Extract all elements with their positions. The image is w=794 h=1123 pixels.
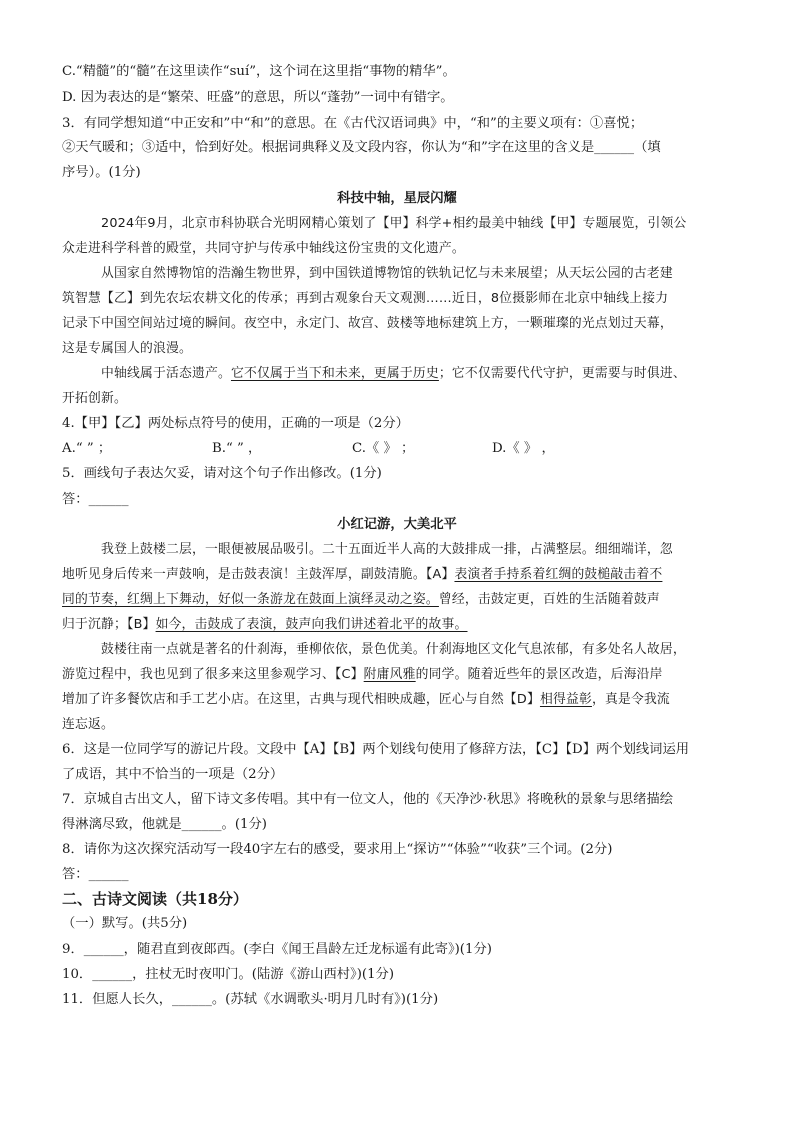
underlined-sentence: 它不仅属于当下和未来，更属于历史 [230, 366, 439, 381]
q4-option-b: B.“ ” ， [212, 441, 262, 456]
q4-option-a: A.“ ” ； [62, 441, 112, 456]
q5-answer: 答：______ [62, 492, 129, 507]
q3-line-2: ②天气暖和；③适中，恰到好处。根据词典释义及文段内容，你认为“和”字在这里的含义是______（填 [62, 140, 661, 155]
q5-stem: 5．画线句子表达欠妥，请对这个句子作出修改。(1分) [62, 466, 382, 481]
passage2-p2-line-2 [62, 666, 732, 684]
passage2-p2-line-3 [62, 691, 732, 709]
passage1-p3-text-a: 中轴线属于活态遗产。 [101, 366, 231, 381]
q6-line-1: 6．这是一位同学写的游记片段。文段中【A】【B】两个划线句使用了修辞方法，【C】【D】两个划线词运用 [62, 742, 690, 757]
passage2-p2-l2-text-a: 游览过程中，我也见到了很多来这里参观学习、【C】 [62, 667, 364, 682]
passage2-p1-l4-text: 归于沉静；【B】 [62, 617, 156, 632]
passage1-p1-line-2: 众走进科学科普的殿堂，共同守护与传承中轴线这份宝贵的文化遗产。 [62, 241, 465, 256]
passage2-p2-line-4: 连忘返。 [62, 717, 114, 732]
q8-answer: 答：______ [62, 867, 129, 882]
q8-stem: 8．请你为这次探究活动写一段40字左右的感受，要求用上“探访”“体验”“收获”三个词。(2分) [62, 842, 613, 857]
q7-line-1: 7．京城自古出文人，留下诗文多传唱。其中有一位文人，他的《天净沙·秋思》将晚秋的景象与思绪描绘 [62, 792, 674, 807]
q4-option-d: D.《 》 ， [492, 441, 555, 456]
passage1-p2-line-3: 记录下中国空间站过境的瞬间。夜空中，永定门、故宫、鼓楼等地标建筑上方，一颗璀璨的光点划过天幕， [62, 316, 673, 331]
passage2-p1-line-1: 我登上鼓楼二层，一眼便被展品吸引。二十五面近半人高的大鼓排成一排，占满整层。细细端详，忽 [101, 542, 673, 557]
passage1-p2-line-2: 筑智慧【乙】到先农坛农耕文化的传承；再到古观象台天文观测……近日，8位摄影师在北京中轴线上接力 [62, 291, 669, 306]
passage2-p2-l3-text-b: ，真是令我流 [591, 692, 670, 707]
q4-stem: 4.【甲】【乙】两处标点符号的使用，正确的一项是（2分） [62, 416, 409, 431]
q4-option-c: C.《 》 ； [352, 441, 415, 456]
section2-heading: 二、古诗文阅读（共18分） [62, 890, 248, 908]
passage1-p3-line-2: 开拓创新。 [62, 391, 127, 406]
passage2-title: 小红记游，大美北平 [337, 517, 457, 532]
q10: 10．______，拄杖无时夜叩门。(陆游《游山西村》)(1分) [62, 967, 395, 982]
passage1-p2-line-1: 从国家自然博物馆的浩瀚生物世界，到中国铁道博物馆的铁轨记忆与未来展望；从天坛公园的古老建 [101, 266, 673, 281]
q7-line-2: 得淋漓尽致，他就是______。(1分) [62, 817, 267, 832]
passage2-p1-line-3 [62, 591, 732, 609]
passage2-p2-l3-text-a: 增加了许多餐饮店和手工艺小店。在这里，古典与现代相映成趣，匠心与自然【D】 [62, 692, 540, 707]
passage1-p2-line-4: 这是专属国人的浪漫。 [62, 341, 192, 356]
q3-line-3: 序号）。(1分) [62, 165, 141, 180]
q9: 9．______，随君直到夜郎西。(李白《闻王昌龄左迁龙标遥有此寄》)(1分) [62, 942, 492, 957]
passage2-p1-line-2 [62, 566, 732, 584]
underlined-word-d: 相得益彰 [539, 692, 592, 707]
q2-option-c: C.“精髓”的“髓”在这里读作“suí”，这个词在这里指“事物的精华”。 [62, 64, 456, 79]
underlined-sentence-a: 表演者手持系着红绸的鼓槌敲击着不 [454, 567, 663, 582]
passage2-p1-line-4 [62, 616, 732, 634]
passage2-p1-l3-text: 曾经，击鼓定更，百姓的生活随着鼓声 [438, 592, 660, 607]
passage2-p2-line-1: 鼓楼往南一点就是著名的什刹海，垂柳依依，景色优美。什刹海地区文化气息浓郁，有多处名人故居， [101, 642, 686, 657]
section2-subheading: （一）默写。(共5分) [62, 916, 188, 931]
underlined-word-c: 附庸风雅 [363, 667, 416, 682]
q6-line-2: 了成语，其中不恰当的一项是（2分） [62, 767, 284, 782]
underlined-sentence-a-cont: 同的节奏，红绸上下舞动，好似一条游龙在鼓面上演绎灵动之姿。 [62, 592, 439, 607]
q3-line-1: 3．有同学想知道“中正安和”中“和”的意思。在《古代汉语词典》中，“和”的主要义项有：①喜悦； [62, 116, 644, 131]
underlined-sentence-b: 如今，击鼓成了表演，鼓声向我们讲述着北平的故事。 [155, 617, 468, 632]
passage1-title: 科技中轴，星辰闪耀 [337, 191, 457, 206]
q11: 11．但愿人长久，______。(苏轼《水调歌头·明月几时有》)(1分) [62, 992, 439, 1007]
passage1-p3-text-b: ；它不仅需要代代守护，更需要与时俱进、 [438, 366, 686, 381]
passage2-p2-l2-text-b: 的同学。随着近些年的景区改造，后海沿岸 [415, 667, 663, 682]
passage1-p1-line-1: 2024年9月，北京市科协联合光明网精心策划了【甲】科学+相约最美中轴线【甲】专题展览，引领公 [101, 216, 687, 231]
q2-option-d: D. 因为表达的是“繁荣、旺盛”的意思，所以“蓬勃”一词中有错字。 [62, 90, 454, 105]
passage1-p3-line-1 [101, 365, 732, 383]
passage2-p1-l2-text: 地听见身后传来一声鼓响，是击鼓表演！主鼓浑厚，副鼓清脆。【A】 [62, 567, 455, 582]
